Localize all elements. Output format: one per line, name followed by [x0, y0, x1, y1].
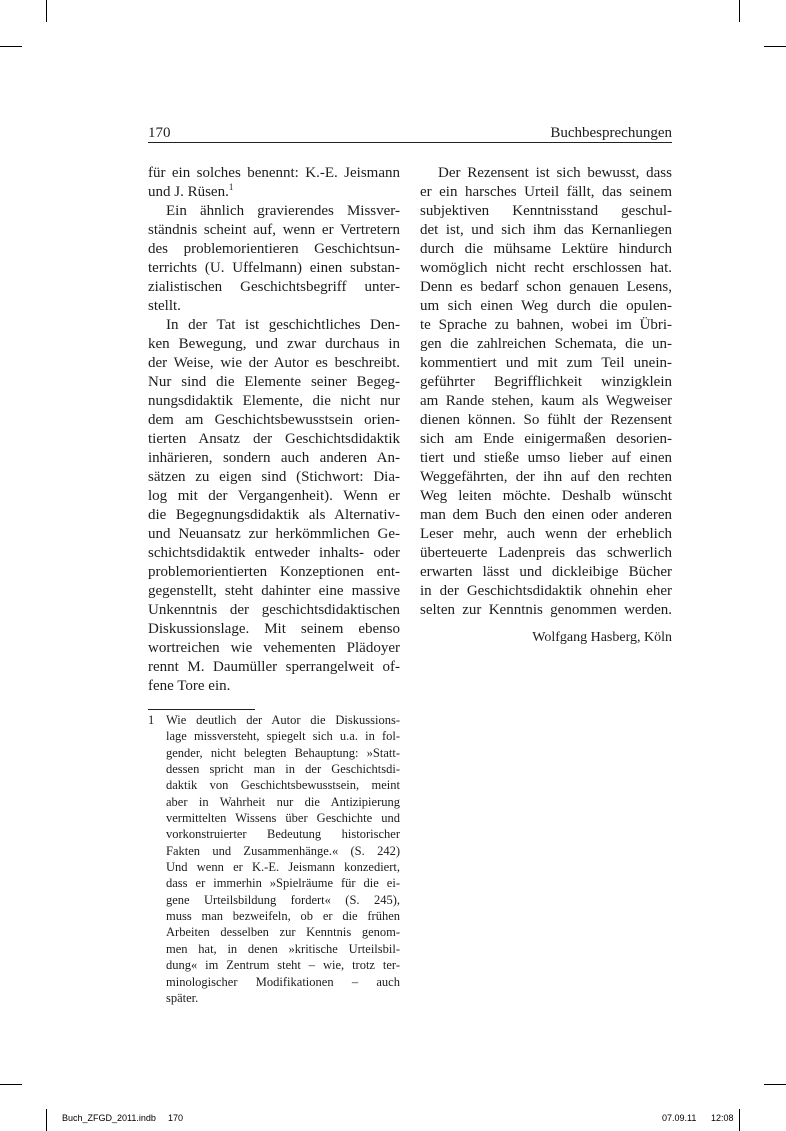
body-text-line: ken Bewegung, und zwar durchaus in — [148, 336, 400, 352]
body-text-line: geführter Begrifflichkeit winzigklein — [420, 374, 672, 390]
reviewer-signature: Wolfgang Hasberg, Köln — [532, 630, 672, 645]
footnote-line: Arbeiten desselben zur Kenntnis genom- — [166, 925, 400, 940]
crop-mark — [0, 46, 22, 47]
body-text-line: ständnis scheint auf, wenn er Vertretern — [148, 222, 400, 238]
body-text-line: um sich einen Weg durch die opulen- — [420, 298, 672, 314]
footnote-line: dessen spricht man in der Geschichtsdi- — [166, 762, 400, 777]
footnote-line: dung« im Zentrum steht – wie, trotz ter- — [166, 958, 400, 973]
footnote-line: später. — [166, 990, 199, 1005]
body-text-line: tiert und stieße umso lieber auf einen — [420, 450, 672, 466]
crop-mark — [739, 1109, 740, 1131]
page-number: 170 — [148, 125, 171, 141]
footnote-line: dass er immerhin »Spielräume für die ei- — [166, 876, 400, 891]
slug-page: 170 — [168, 1113, 184, 1123]
body-text-line: sätzen zu eigen sind (Stichwort: Dia- — [148, 469, 400, 485]
slug-filename: Buch_ZFGD_2011.indb — [62, 1113, 156, 1123]
footnote-line: daktik von Geschichtsbewusstsein, meint — [166, 778, 400, 793]
footnote-line: Fakten und Zusammenhänge.« (S. 242) — [166, 843, 400, 858]
footnote-line: minologischer Modifikationen – auch — [166, 974, 400, 989]
body-text-line: terrichts (U. Uffelmann) einen substan- — [148, 260, 400, 276]
footnote-reference: 1 — [228, 182, 234, 192]
body-text-line: sich am Ende einigermaßen desorien- — [420, 431, 672, 447]
body-text-line: am Rande stehen, kaum als Wegweiser — [420, 393, 672, 409]
body-text-line: in der Geschichtsdidaktik ohnehin eher — [420, 583, 672, 599]
crop-mark — [764, 46, 786, 47]
footnote-line: gender, nicht belegten Behauptung: »Statt- — [166, 745, 400, 760]
footnote-line: aber in Wahrheit nur die Antizipierung — [166, 794, 400, 809]
body-text-line — [148, 183, 400, 202]
footnote-separator — [148, 709, 255, 710]
footnote-line: muss man bezweifeln, ob er die frühen — [166, 909, 400, 924]
left-column — [148, 164, 400, 696]
footnote-line: gene Urteilsbildung fordert« (S. 245), — [166, 892, 400, 907]
slug-time: 12:08 — [711, 1113, 734, 1123]
body-text-line: Leser mehr, auch wenn der erheblich — [420, 526, 672, 542]
body-text-line: erwarten lässt und dickleibige Bücher — [420, 564, 672, 580]
body-text-line: schichtsdidaktik entweder inhalts- oder — [148, 545, 400, 561]
body-text-line: Denn es bedarf schon genauen Lesens, — [420, 279, 672, 295]
body-text-line: der Weise, wie der Autor es beschreibt. — [148, 355, 400, 371]
body-text-line: In der Tat ist geschichtliches Den- — [166, 317, 400, 333]
body-text-line: kommentiert und mit zum Teil unein- — [420, 355, 672, 371]
body-text-line: er ein harsches Urteil fällt, das seinem — [420, 184, 672, 200]
body-text-line: des problemorientieren Geschichtsun- — [148, 241, 400, 257]
crop-mark — [0, 1084, 22, 1085]
right-column — [420, 164, 672, 620]
body-text-line: gegenstellt, steht dahinter eine massive — [148, 583, 400, 599]
body-text-line: stellt. — [148, 298, 181, 314]
body-text-line: rennt M. Daumüller sperrangelweit of- — [148, 659, 400, 675]
body-text-line: Der Rezensent ist sich bewusst, dass — [438, 165, 672, 181]
footnote-line: Und wenn er K.-E. Jeismann konzediert, — [166, 860, 400, 875]
body-text-line: det ist, und sich ihm das Kernanliegen — [420, 222, 672, 238]
crop-mark — [46, 0, 47, 22]
footnote-number: 1 — [148, 713, 155, 727]
body-text: und J. Rüsen. — [148, 184, 229, 200]
footnote-line: men hat, in denen »kritische Urteilsbil- — [166, 941, 400, 956]
body-text-line: überteuerte Ladenpreis das schwerlich — [420, 545, 672, 561]
body-text-line: selten zur Kenntnis genommen werden. — [420, 602, 672, 618]
body-text-line: wortreichen wie vehementen Plädoyer — [148, 640, 400, 656]
body-text-line: problemorientierten Konzeptionen ent- — [148, 564, 400, 580]
body-text-line: nungsdidaktik Elemente, die nicht nur — [148, 393, 400, 409]
body-text-line: und Neuansatz zur herkömmlichen Ge- — [148, 526, 400, 542]
body-text-line: log mit der Vergangenheit). Wenn er — [148, 488, 400, 504]
header-rule — [148, 142, 672, 143]
section-title: Buchbesprechungen — [550, 125, 672, 141]
body-text-line: dienen können. So fühlt der Rezensent — [420, 412, 672, 428]
body-text-line: Nur sind die Elemente seiner Begeg- — [148, 374, 400, 390]
body-text-line: Diskussionslage. Mit seinem ebenso — [148, 621, 400, 637]
crop-mark — [739, 0, 740, 22]
body-text-line: inhärieren, sondern auch anderen An- — [148, 450, 400, 466]
body-text-line: die Begegnungsdidaktik als Alternativ- — [148, 507, 400, 523]
body-text-line: fene Tore ein. — [148, 678, 231, 694]
body-text-line: Weggefährten, der ihn auf den rechten — [420, 469, 672, 485]
footnote-line: Wie deutlich der Autor die Diskussions- — [166, 713, 400, 727]
footnote-line: lage missversteht, spiegelt sich u.a. in fol- — [166, 729, 400, 744]
body-text-line: Ein ähnlich gravierendes Missver- — [166, 203, 400, 219]
body-text-line: gen die zahlreichen Schemata, die un- — [420, 336, 672, 352]
body-text-line: tierten Ansatz der Geschichtsdidaktik — [148, 431, 400, 447]
body-text-line: Weg leiten möchte. Deshalb wünscht — [420, 488, 672, 504]
crop-mark — [764, 1084, 786, 1085]
body-text-line: man dem Buch den einen oder anderen — [420, 507, 672, 523]
body-text-line: dem am Geschichtsbewusstsein orien- — [148, 412, 400, 428]
slug-date: 07.09.11 — [662, 1113, 697, 1123]
body-text-line: womöglich nicht recht erschlossen hat. — [420, 260, 672, 276]
body-text-line: durch die mühsame Lektüre hindurch — [420, 241, 672, 257]
body-text-line: für ein solches benennt: K.-E. Jeismann — [148, 165, 400, 181]
crop-mark — [46, 1109, 47, 1131]
body-text-line: subjektiven Kenntnisstand geschul- — [420, 203, 672, 219]
footnote-line: vermittelten Wissens über Geschichte und — [166, 811, 400, 826]
body-text-line: Unkenntnis der geschichtsdidaktischen — [148, 602, 400, 618]
body-text-line: te Sprache zu bahnen, wobei im Übri- — [420, 317, 672, 333]
body-text-line: zialistischen Geschichtsbegriff unter- — [148, 279, 400, 295]
footnote — [166, 712, 400, 1006]
footnote-line: vorkonstruierter Bedeutung historischer — [166, 827, 400, 842]
